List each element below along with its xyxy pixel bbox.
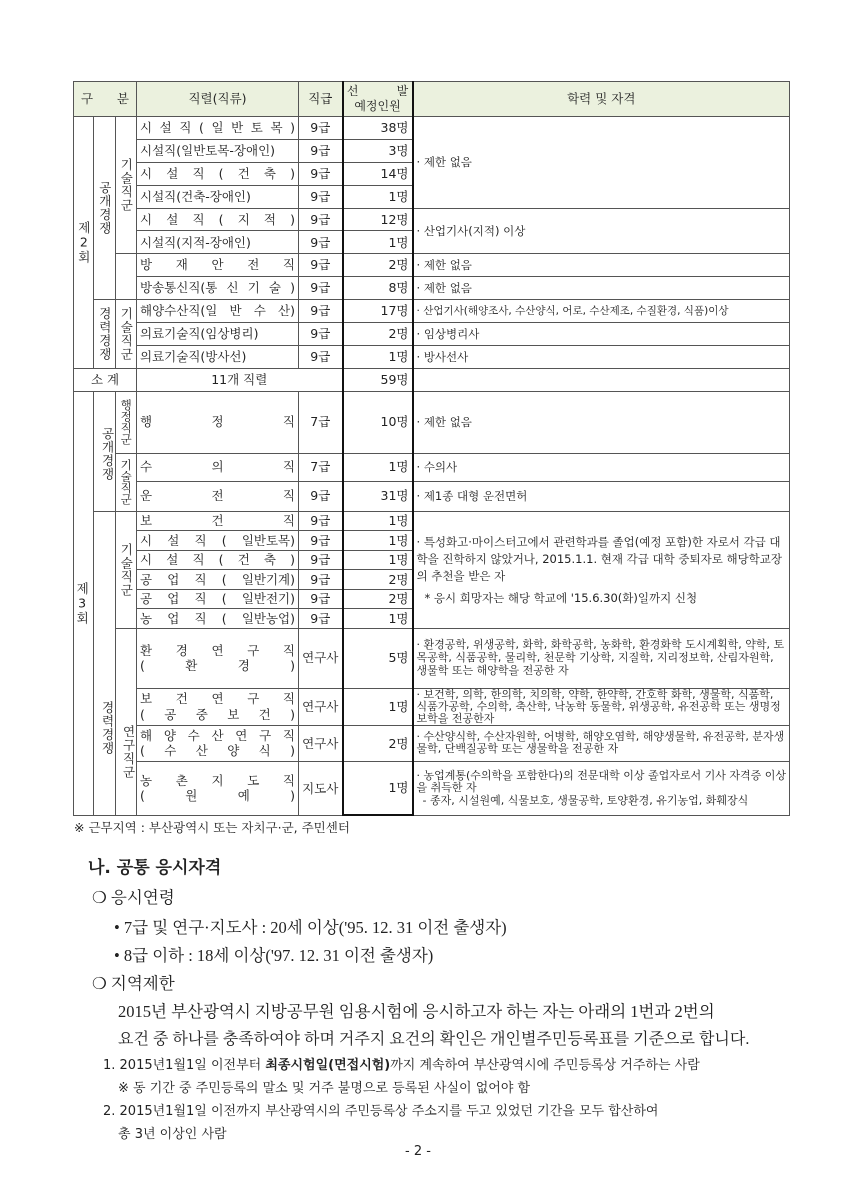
region-paragraph-line2: 요건 중 하나를 충족하여야 하며 거주지 요건의 확인은 개인별주민등록표를 기준으로 합니다. <box>118 1031 750 1048</box>
table-row <box>74 725 790 761</box>
count: 1명 <box>343 531 413 551</box>
count: 3명 <box>343 139 413 162</box>
research-group-label: 연구직군 <box>116 628 137 815</box>
count: 1명 <box>343 185 413 208</box>
table-row <box>74 628 790 688</box>
grade: 9급 <box>299 185 343 208</box>
subtotal-row <box>74 368 790 391</box>
grade: 9급 <box>299 208 343 231</box>
subtotal-label: 소 계 <box>74 368 137 391</box>
table-row <box>74 300 790 323</box>
count: 1명 <box>343 609 413 629</box>
job-name: 공 업 직 ( 일반전기) <box>137 589 299 609</box>
count: 1명 <box>343 550 413 570</box>
qualification: · 농업계통(수의학을 포함한다)의 전문대학 이상 졸업자로서 기사 자격증 이상을 취득한 자 - 종자, 시설원예, 식물보호, 생물공학, 토양환경, 유기농업, 화훼장식 <box>413 761 790 815</box>
region-paragraph-line1: 2015년 부산광역시 지방공무원 임용시험에 응시하고자 하는 자는 아래의 1번과 2번의 <box>118 1002 715 1021</box>
job-name: 의료기술직(방사선) <box>137 345 299 368</box>
header-grade: 직급 <box>299 82 343 117</box>
table-row <box>74 277 790 300</box>
age-rule-2: • 8급 이하 : 18세 이상('97. 12. 31 이전 출생자) <box>114 946 434 965</box>
grade: 지도사 <box>299 761 343 815</box>
tech-group-label: 기술직군 <box>116 300 137 369</box>
age-heading: ❍ 응시연령 <box>92 888 175 907</box>
job-name: 방송통신직(통 신 기 술 ) <box>137 277 299 300</box>
grade: 9급 <box>299 481 343 511</box>
job-name: 의료기술직(임상병리) <box>137 323 299 346</box>
table-row <box>74 323 790 346</box>
count: 8명 <box>343 277 413 300</box>
count: 1명 <box>343 688 413 725</box>
grade: 9급 <box>299 277 343 300</box>
table-row <box>74 761 790 815</box>
table-row <box>74 391 790 453</box>
qualification: · 제한 없음 <box>413 277 790 300</box>
job-name: 시 설 직 ( 건 축 ) <box>137 162 299 185</box>
job-name: 해양수산직(일 반 수 산) <box>137 300 299 323</box>
grade: 9급 <box>299 511 343 531</box>
table-row <box>74 117 790 140</box>
section-title: 나. 공통 응시자격 <box>88 858 222 878</box>
job-name: 시 설 직 ( 일반토목) <box>137 531 299 551</box>
count: 1명 <box>343 453 413 481</box>
age-rule-1: • 7급 및 연구·지도사 : 20세 이상('95. 12. 31 이전 출생자) <box>114 918 507 937</box>
job-name: 운 전 직 <box>137 481 299 511</box>
qualification: · 제1종 대형 운전면허 <box>413 481 790 511</box>
admin-group-label: 행정직군 <box>116 391 137 453</box>
condition-1: 1. 2015년1월1일 이전부터 최종시험일(면접시험)까지 계속하여 부산광역시에 주민등록상 거주하는 사람 <box>103 1058 700 1073</box>
qualification: · 산업기사(지적) 이상 <box>413 208 790 254</box>
table-row <box>74 688 790 725</box>
job-name: 시 설 직 ( 일 반 토 목 ) <box>137 117 299 140</box>
round-3-label: 제3회 <box>74 391 94 815</box>
qualification: · 환경공학, 위생공학, 화학, 화학공학, 농화학, 환경화학 도시계획학, 약학, 토목공학, 식품공학, 물리학, 천문학 기상학, 지질학, 지리정보학, 산림자원학, 생물학 또는 해양학을 전공한 자 <box>413 628 790 688</box>
qualification: · 수산양식학, 수산자원학, 어병학, 해양오염학, 해양생물학, 유전공학, 분자생물학, 단백질공학 또는 생물학을 전공한 자 <box>413 725 790 761</box>
qualification: · 수의사 <box>413 453 790 481</box>
tech-group-label: 기술직군 <box>116 117 137 254</box>
grade: 연구사 <box>299 628 343 688</box>
table-row <box>74 511 790 531</box>
job-name: 시 설 직 ( 지 적 ) <box>137 208 299 231</box>
job-name: 해 양 수 산 연 구 직 ( 수 산 양 식 ) <box>137 725 299 761</box>
job-name: 환 경 연 구 직 ( 환 경 ) <box>137 628 299 688</box>
career-competition-label: 경력경쟁 <box>94 511 116 815</box>
job-name: 보 건 직 <box>137 511 299 531</box>
condition-2-cont: 총 3년 이상인 사람 <box>118 1127 227 1142</box>
count: 1명 <box>343 345 413 368</box>
count: 1명 <box>343 761 413 815</box>
count: 38명 <box>343 117 413 140</box>
count: 10명 <box>343 391 413 453</box>
count: 2명 <box>343 589 413 609</box>
open-competition-label: 공개경쟁 <box>94 391 116 511</box>
count: 2명 <box>343 254 413 277</box>
job-name: 행 정 직 <box>137 391 299 453</box>
qualification: · 방사선사 <box>413 345 790 368</box>
grade: 9급 <box>299 609 343 629</box>
empty-cell <box>116 254 137 300</box>
header-count: 선 발 예정인원 <box>343 82 413 117</box>
grade: 9급 <box>299 139 343 162</box>
qualification: · 임상병리사 <box>413 323 790 346</box>
qualification: · 특성화고·마이스터고에서 관련학과를 졸업(예정 포함)한 자로서 각급 대학을 진학하지 않았거나, 2015.1.1. 현재 각급 대학 중퇴자로 해당학교장의 추천을 받은 자 * 응시 희망자는 해당 학교에 '15.6.30(화)일까지 신청 <box>413 511 790 628</box>
count: 1명 <box>343 231 413 254</box>
table-row <box>74 453 790 481</box>
career-competition-label: 경력경쟁 <box>94 300 116 369</box>
job-name: 농 촌 지 도 직 ( 원 예 ) <box>137 761 299 815</box>
qualification: · 제한 없음 <box>413 117 790 209</box>
empty-cell <box>413 368 790 391</box>
open-competition-label: 공개경쟁 <box>94 117 116 300</box>
count: 5명 <box>343 628 413 688</box>
count: 12명 <box>343 208 413 231</box>
table-header <box>74 82 790 117</box>
qualification: · 보건학, 의학, 한의학, 치의학, 약학, 한약학, 간호학 화학, 생물학, 식품학, 식품가공학, 수의학, 축산학, 낙농학 동물학, 위생공학, 유전공학 또는 생명정보학을 전공한자 <box>413 688 790 725</box>
grade: 9급 <box>299 550 343 570</box>
grade: 9급 <box>299 254 343 277</box>
grade: 9급 <box>299 162 343 185</box>
count: 1명 <box>343 511 413 531</box>
grade: 9급 <box>299 300 343 323</box>
grade: 연구사 <box>299 688 343 725</box>
condition-1-note: ※ 동 기간 중 주민등록의 말소 및 거주 불명으로 등록된 사실이 없어야 함 <box>118 1081 531 1096</box>
table-row <box>74 481 790 511</box>
grade: 9급 <box>299 345 343 368</box>
job-name: 수 의 직 <box>137 453 299 481</box>
grade: 9급 <box>299 231 343 254</box>
job-name: 시설직(건축-장애인) <box>137 185 299 208</box>
count: 2명 <box>343 323 413 346</box>
job-name: 시 설 직 ( 건 축 ) <box>137 550 299 570</box>
round-2-label: 제2회 <box>74 117 94 369</box>
grade: 9급 <box>299 117 343 140</box>
condition-2: 2. 2015년1월1일 이전까지 부산광역시의 주민등록상 주소지를 두고 있었던 기간을 모두 합산하여 <box>103 1104 659 1119</box>
header-qualification: 학력 및 자격 <box>413 82 790 117</box>
count: 2명 <box>343 725 413 761</box>
job-name: 시설직(지적-장애인) <box>137 231 299 254</box>
job-name: 보 건 연 구 직 ( 공 중 보 건 ) <box>137 688 299 725</box>
job-name: 방 재 안 전 직 <box>137 254 299 277</box>
count: 2명 <box>343 570 413 590</box>
table-row <box>74 208 790 231</box>
count: 17명 <box>343 300 413 323</box>
page-number: - 2 - <box>405 1144 431 1159</box>
qualification: · 제한 없음 <box>413 254 790 277</box>
grade: 7급 <box>299 391 343 453</box>
qualification: · 산업기사(해양조사, 수산양식, 어로, 수산제조, 수질환경, 식품)이상 <box>413 300 790 323</box>
grade: 9급 <box>299 323 343 346</box>
grade: 연구사 <box>299 725 343 761</box>
table-row <box>74 254 790 277</box>
grade: 9급 <box>299 589 343 609</box>
work-location-note: ※ 근무지역 : 부산광역시 또는 자치구·군, 주민센터 <box>74 820 350 835</box>
job-name: 시설직(일반토목-장애인) <box>137 139 299 162</box>
subtotal-count: 59명 <box>343 368 413 391</box>
grade: 9급 <box>299 531 343 551</box>
count: 31명 <box>343 481 413 511</box>
subtotal-jobs: 11개 직렬 <box>137 368 343 391</box>
region-heading: ❍ 지역제한 <box>92 974 175 993</box>
grade: 7급 <box>299 453 343 481</box>
job-name: 농 업 직 ( 일반농업) <box>137 609 299 629</box>
header-category: 구 분 <box>74 82 137 117</box>
header-job: 직렬(직류) <box>137 82 299 117</box>
job-name: 공 업 직 ( 일반기계) <box>137 570 299 590</box>
recruitment-table <box>73 81 790 816</box>
count: 14명 <box>343 162 413 185</box>
qualification: · 제한 없음 <box>413 391 790 453</box>
tech-group-label: 기술직군 <box>116 511 137 628</box>
tech-group-label: 기술직군 <box>116 453 137 511</box>
grade: 9급 <box>299 570 343 590</box>
table-row <box>74 345 790 368</box>
